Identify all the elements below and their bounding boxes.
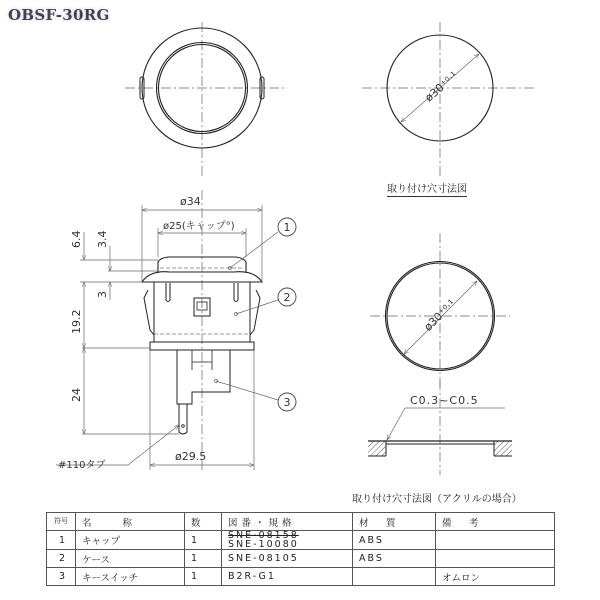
svg-text:2: 2 bbox=[283, 291, 291, 304]
table-row: 1 キャップ 1 SNE-08158 SNE-10080 ABS bbox=[47, 531, 555, 550]
header-qty: 数 bbox=[185, 513, 222, 531]
cell-remarks: オムロン bbox=[436, 568, 555, 586]
table-row: 3 キースイッチ 1 B2R-G1 オムロン bbox=[47, 568, 555, 586]
code-current: SNE-10080 bbox=[228, 539, 299, 550]
chamfer-label: C0.3~C0.5 bbox=[410, 394, 479, 407]
button-top-view bbox=[125, 22, 285, 178]
parts-table bbox=[46, 512, 555, 586]
cell-remarks bbox=[436, 531, 555, 550]
header-name: 名 称 bbox=[76, 513, 185, 531]
cell-material: ABS bbox=[353, 531, 436, 550]
cell-qty: 1 bbox=[185, 550, 222, 568]
mount-hole-view bbox=[362, 22, 535, 178]
mount-hole-caption: 取り付け穴寸法図 bbox=[387, 180, 467, 197]
cell-material: ABS bbox=[353, 550, 436, 568]
dim-3-4: 3.4 bbox=[96, 230, 109, 248]
drawing-title: OBSF-30RG bbox=[8, 6, 110, 24]
header-code: 図番・規格 bbox=[222, 513, 353, 531]
cell-name: キャップ bbox=[76, 531, 185, 550]
mount-hole-acrylic-caption: 取り付け穴寸法図（アクリルの場合） bbox=[352, 494, 522, 505]
svg-text:1: 1 bbox=[283, 221, 291, 234]
hole-dia-label-bottom: ø30⁺⁰·¹ bbox=[421, 297, 459, 334]
dim-outer-dia: ø34 bbox=[180, 195, 201, 208]
code-superseded: SNE-08158 bbox=[228, 530, 299, 541]
dim-19-2: 19.2 bbox=[70, 309, 83, 334]
cell-name: ケース bbox=[76, 550, 185, 568]
cell-material bbox=[353, 568, 436, 586]
cell-code bbox=[222, 531, 353, 550]
dim-cap-dia: ø25(キャップ°) bbox=[163, 221, 235, 232]
cell-code: SNE-08105 bbox=[222, 550, 353, 568]
table-header-row bbox=[47, 513, 555, 531]
dim-6-4: 6.4 bbox=[70, 230, 83, 248]
hole-dia-label-top: ø30⁺⁰·¹ bbox=[422, 69, 461, 105]
dim-base-dia: ø29.5 bbox=[175, 450, 207, 463]
cell-remarks bbox=[436, 550, 555, 568]
cell-code: B2R-G1 bbox=[222, 568, 353, 586]
header-no: 符号 bbox=[47, 513, 76, 531]
header-remarks: 備 考 bbox=[436, 513, 555, 531]
cell-qty: 1 bbox=[185, 568, 222, 586]
cell-name: キースイッチ bbox=[76, 568, 185, 586]
cell-qty: 1 bbox=[185, 531, 222, 550]
dim-tab: #110タブ bbox=[58, 460, 106, 471]
button-side-view bbox=[142, 190, 262, 470]
header-material: 材 質 bbox=[353, 513, 436, 531]
table-row: 2 ケース 1 SNE-08105 ABS bbox=[47, 550, 555, 568]
dim-3: 3 bbox=[96, 291, 109, 298]
dim-24: 24 bbox=[70, 388, 83, 402]
svg-text:3: 3 bbox=[283, 396, 291, 409]
